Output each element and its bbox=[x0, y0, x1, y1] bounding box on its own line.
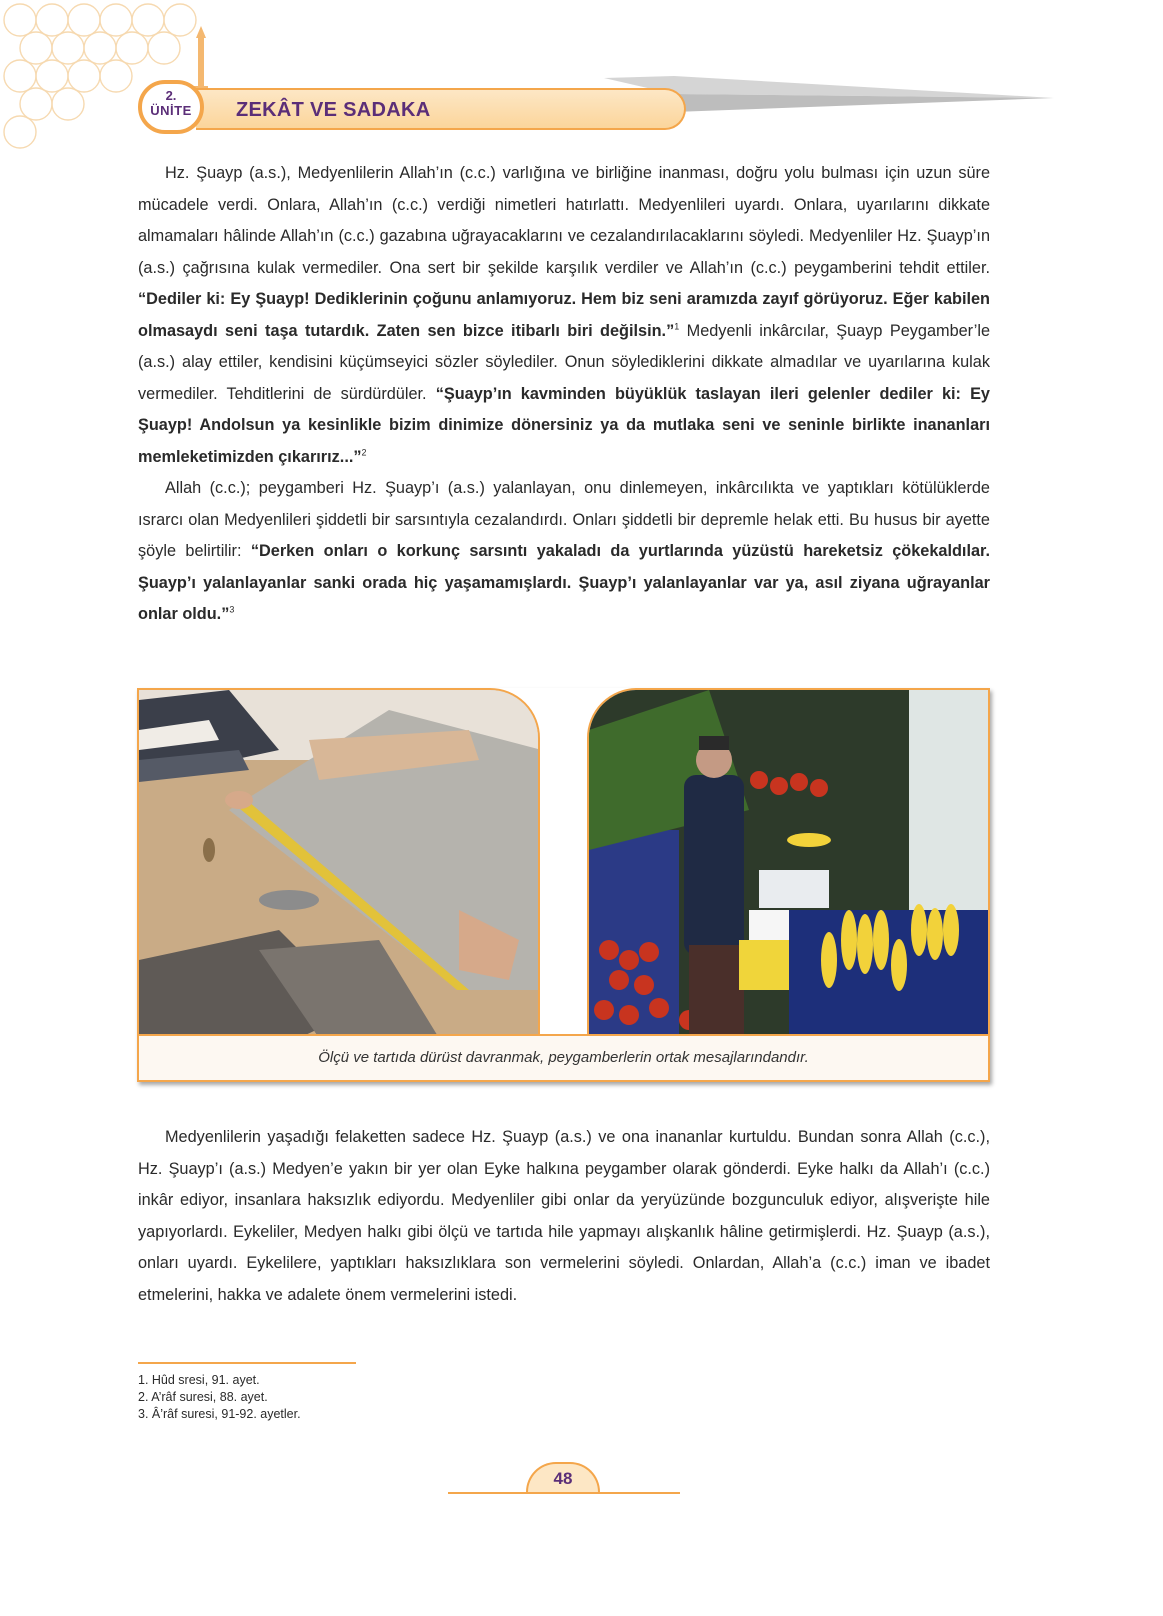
photo-tailor-measuring bbox=[137, 688, 540, 1036]
paragraph-1 bbox=[138, 158, 990, 473]
figure-caption: Ölçü ve tartıda dürüst davranmak, peygamberlerin ortak mesajlarındandır. bbox=[318, 1049, 809, 1066]
unit-badge bbox=[138, 80, 204, 134]
body-text-lower bbox=[138, 1122, 990, 1311]
page-number: 48 bbox=[553, 1469, 573, 1488]
page-number-arch bbox=[526, 1462, 600, 1492]
unit-label: ÜNİTE bbox=[150, 103, 192, 118]
footnote-ref-3: 3 bbox=[229, 604, 235, 615]
quote-2: “Şuayp’ın kavminden büyüklük taslayan ileri gelenler dediler ki: Ey Şuayp! Andolsun ya kesinlikle bizim dinimize dönersiniz ya da mutlaka seni ve seninle birlikte inananları memleketimizden çıkarırız...” bbox=[138, 384, 990, 466]
body-text-upper bbox=[138, 158, 990, 631]
paragraph-2-text: Allah (c.c.); peygamberi Hz. Şuayp’ı (a.s.) yalanlayan, onu dinlemeyen, inkârcılıkta ve yaptıkları kötülüklerde ısrarcı olan Medyenlileri şiddetli bir sarsıntıyla cezalandırdı. Onları şiddetli bir depremle helak etti. Bu husus bir ayette şöyle belirtilir: bbox=[138, 479, 990, 560]
page-number-line bbox=[448, 1492, 680, 1494]
paragraph-3: Medyenlilerin yaşadığı felaketten sadece Hz. Şuayp (a.s.) ve ona inananlar kurtuldu. Bundan sonra Allah (c.c.), Hz. Şuayp’ı (a.s.) Medyen’e yakın bir yer olan Eyke halkına peygamber olarak gönderdi. Eyke halkı da Allah’ı (c.c.) inkâr ediyor, insanlara haksızlık ediyordu. Medyenliler gibi onlar da yeryüzünde bozgunculuk ediyor, alışverişte hile yapıyorlardı. Eykeliler, Medyen halkı gibi ölçü ve tartıda hile yapmayı alışkanlık hâline getirmişlerdi. Hz. Şuayp (a.s.), onları uyardı. Eykelilere, yaptıkları haksızlıklara son vermelerini söyledi. Onlardan, Allah’a (c.c.) iman ve ibadet etmelerini, hakka ve adalete önem vermelerini istedi. bbox=[138, 1128, 990, 1304]
paragraph-1-text-b: Medyenli inkârcılar, Şuayp Peygamber’le (a.s.) alay ettiler, kendisini küçümseyici sözler söylediler. Onun söylediklerini dikkate almadılar ve uyarılarına kulak vermediler. Tehditlerini de sürdürdüler. bbox=[138, 321, 990, 403]
footnote-ref-1: 1 bbox=[674, 321, 680, 332]
footnote-3: 3. Â’râf suresi, 91-92. ayetler. bbox=[138, 1407, 301, 1421]
page-number-area bbox=[448, 1458, 680, 1498]
figure bbox=[137, 688, 990, 1084]
footnote-1: 1. Hûd sresi, 91. ayet. bbox=[138, 1373, 260, 1387]
footnotes bbox=[138, 1372, 301, 1423]
quote-3: “Derken onları o korkunç sarsıntı yakaladı da yurtlarında yüzüstü hareketsiz çökekaldılar. Şuayp’ı yalanlayanlar sanki orada hiç yaşamamışlardı. Şuayp’ı yalanlayanlar var ya, asıl ziyana uğrayanlar onlar oldu.” bbox=[138, 542, 990, 623]
footnote-ref-2: 2 bbox=[361, 447, 367, 458]
footnote-divider bbox=[138, 1362, 356, 1364]
figure-caption-box bbox=[137, 1034, 990, 1082]
quote-1: “Dediler ki: Ey Şuayp! Dediklerinin çoğunu anlamıyoruz. Hem biz seni aramızda zayıf görüyoruz. Eğer kabilen olmasaydı seni taşa tutardık. Zaten sen bizce itibarlı biri değilsin.” bbox=[138, 290, 990, 340]
paragraph-1-text-a: Hz. Şuayp (a.s.), Medyenlilerin Allah’ın (c.c.) varlığına ve birliğine inanması, doğru yolu bulması için uzun süre mücadele verdi. Onlara, Allah’ın (c.c.) verdiği nimetleri hatırlattı. Medyenlileri uyardı. Onlara, uyarılarını dikkate almamaları hâlinde Allah’ın (c.c.) gazabına uğrayacaklarını ve cezalandırılacaklarını söyledi. Medyenliler Hz. Şuayp’ın (a.s.) çağrısına kulak vermediler. Ona sert bir şekilde karşılık verdiler ve Allah’ın (c.c.) peygamberini tehdit ettiler. bbox=[138, 164, 990, 277]
photo-greengrocer bbox=[587, 688, 990, 1036]
unit-title: ZEKÂT VE SADAKA bbox=[236, 99, 431, 121]
paragraph-2 bbox=[138, 473, 990, 631]
unit-number: 2. bbox=[165, 88, 177, 103]
unit-title-bar bbox=[196, 88, 686, 130]
footnote-2: 2. A’râf suresi, 88. ayet. bbox=[138, 1390, 268, 1404]
